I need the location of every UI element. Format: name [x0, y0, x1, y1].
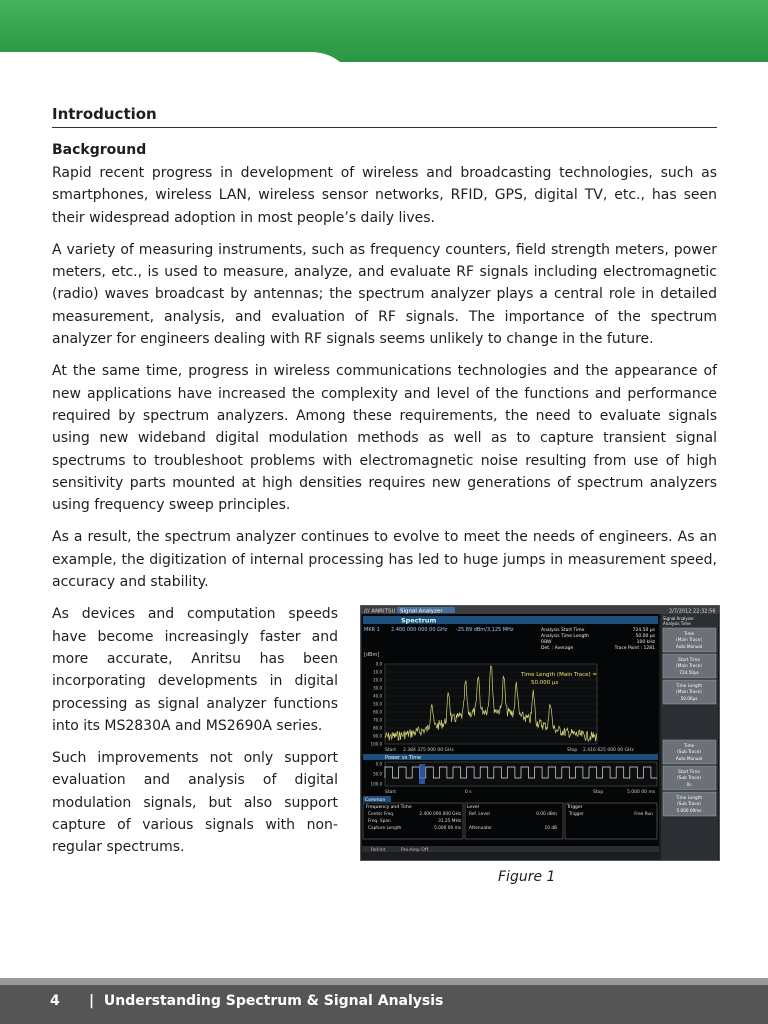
softkey-sublabel: (Main Trace) [676, 663, 702, 669]
info-value: 724.50 µs [632, 628, 655, 634]
y-tick-label: 100.0 [370, 741, 382, 747]
footer-title: Understanding Spectrum & Signal Analysis [103, 993, 444, 1009]
marker-level: -25.89 dBm/3.125 MHz [456, 627, 514, 634]
paragraph: Such improvements not only support evaluation and analysis of digital modulation signals, but also support capture of various signals with non-regular spectrums. [52, 750, 338, 856]
page-number: 4 [50, 993, 60, 1009]
y-tick-label: 30.0 [373, 685, 382, 691]
softkey-label: Time Length [675, 795, 703, 801]
overlay-value: 50.000 µs [531, 680, 559, 687]
softkey-value: 724.50µs [679, 670, 699, 676]
softkey-sublabel: (Main Trace) [676, 637, 702, 643]
softkey-header-sub: Analysis Time [663, 621, 691, 627]
softkey-value: 50.00µs [680, 696, 698, 702]
info-value: Trace Point : 1281 [614, 646, 655, 652]
subsection-heading: Background [52, 142, 147, 158]
common-tab: Common [365, 798, 386, 804]
marker-frequency: 2.400 000 000 00 GHz [391, 627, 448, 634]
ref-status: Ref.Int [371, 848, 386, 854]
paragraph: A variety of measuring instruments, such as frequency counters, field strength meters, power meters, etc., is used to measure, analyze, and evaluate RF signals including electromagnetic (radio) waves broadcast by antennas; the spectrum analyzer plays a central role in detailed measurement, analysis, and evaluation of RF signals. The importance of the spectrum analyzer for engineers dealing with RF signals seems unlikely to change in the future. [52, 241, 717, 348]
freq-row-label: Center Freq. [368, 812, 395, 818]
freq-row-value: 31.25 MHz [438, 819, 461, 825]
figure-caption: Figure 1 [498, 869, 556, 886]
level-row-value: 10 dB [544, 826, 557, 832]
side-text [52, 603, 338, 868]
pvt-trace [385, 767, 657, 778]
info-value: 100 kHz [636, 640, 655, 646]
app-tab: Signal Analyzer [400, 608, 443, 615]
y-axis-ticks [371, 662, 383, 747]
stop-value: 2.416 625 000 00 GHz [583, 748, 634, 754]
article-body [52, 100, 717, 903]
level-row-label: Ref. Level [469, 812, 490, 818]
level-row-label: Attenuator [469, 826, 493, 832]
paragraph: Rapid recent progress in development of wireless and broadcasting technologies, such as smartphones, wireless LAN, wireless sensor networks, RFID, GPS, digital TV, etc., has seen their widespread adoption in most people’s daily lives. [52, 165, 717, 226]
figure-section [52, 603, 717, 903]
section-heading: Introduction [52, 100, 717, 128]
info-label: Det. : Average [541, 646, 574, 652]
trigger-row-value: Free Run [634, 812, 653, 818]
pvt-stop-value: 5.000 00 ms [627, 790, 656, 796]
paragraph: As devices and computation speeds have become increasingly faster and more accurate, Anritsu has been incorporating developments in digital processing as signal analyzer functions into its MS2830A and MS2690A series. [52, 606, 338, 734]
softkey-sublabel: (Main Trace) [676, 689, 702, 695]
datetime: 2/7/2012 22:32:56 [669, 608, 716, 615]
pvt-start-value: 0 s [465, 790, 472, 796]
paragraph: At the same time, progress in wireless communications technologies and the appearance of new applications have increased the complexity and level of the functions and performance required by spectrum analyzers. Among these requirements, the need to evaluate signals using new wideband digital modulation methods as well as to capture transient signal spectrums to troubleshoot problems with electromagnetic noise resulting from use of high sensitivity parts mounted at high densities requires new generations of spectrum analyzers using frequency sweep principles. [52, 363, 717, 514]
softkey-label: Time [683, 631, 695, 637]
softkey-sublabel: (Sub Trace) [677, 749, 701, 755]
softkey-value: Auto Manual [675, 756, 703, 762]
softkey-sublabel: (Sub Trace) [677, 775, 701, 781]
analyzer-screen [361, 606, 719, 860]
y-tick-label: 20.0 [373, 677, 382, 683]
softkey-label: Start Time [678, 769, 700, 775]
pvt-tick-label: 0.0 [375, 761, 382, 767]
marker-label: MKR 1 [364, 627, 380, 634]
level-row-value: 0.00 dBm [536, 812, 557, 818]
preamp-status: Pre-Amp Off [401, 848, 429, 854]
spectrum-title: Spectrum [401, 616, 437, 625]
info-label: Analysis Time Length [541, 634, 589, 640]
pvt-stop-label: Stop [593, 790, 604, 796]
info-label: Analysis Start Time [541, 628, 585, 634]
y-tick-label: 80.0 [373, 725, 382, 731]
freq-row-label: Freq. Span [368, 819, 391, 825]
freq-row-value: 2.400 000 000 GHz [419, 812, 461, 818]
trigger-row-label: Trigger [569, 812, 584, 818]
softkey-label: Start Time [678, 657, 700, 663]
paragraph: As a result, the spectrum analyzer continues to evolve to meet the needs of engineers. As an example, the digitization of internal processing has led to huge jumps in measurement speed, accuracy and stability. [52, 529, 717, 591]
softkey-header: Signal Analyzer [663, 616, 694, 622]
freq-row-label: Capture Length [368, 826, 402, 832]
header-band [0, 0, 768, 64]
y-tick-label: 10.0 [373, 669, 382, 675]
trigger-group: Trigger [567, 805, 583, 811]
info-value: 50.00 µs [635, 634, 655, 640]
softkey-value: 5.000 00ms [676, 808, 702, 814]
y-tick-label: 50.0 [373, 701, 382, 707]
footer-strip [0, 978, 768, 985]
y-tick-label: 60.0 [373, 709, 382, 715]
y-tick-label: 70.0 [373, 717, 382, 723]
softkey-value: Auto Manual [675, 644, 703, 650]
softkey-label: Time Length [675, 683, 703, 689]
pvt-start-label: Start [385, 790, 396, 796]
info-label: RBW [541, 640, 552, 646]
freq-group: Frequency and Time [366, 805, 412, 811]
analyzer-screenshot [360, 605, 720, 861]
pvt-tick-label: 50.0 [373, 771, 382, 777]
overlay-label: Time Length (Main Trace) = [521, 672, 598, 679]
y-tick-label: 0.0 [375, 661, 382, 667]
softkey-value: 0s [686, 782, 692, 788]
pvt-tick-label: 100.0 [370, 781, 382, 787]
stop-label: Stop [567, 748, 578, 754]
y-tick-label: 40.0 [373, 693, 382, 699]
brand-label: /// ANRITSU [364, 608, 396, 615]
softkey-sublabel: (Sub Trace) [677, 801, 701, 807]
y-unit: [dBm] [364, 652, 380, 659]
level-group: Level [467, 805, 479, 811]
start-label: Start [385, 748, 396, 754]
freq-row-value: 5.000 00 ms [434, 826, 461, 832]
page-footer: 4 | Understanding Spectrum & Signal Analysis [0, 978, 768, 1024]
softkey-label: Time [683, 743, 695, 749]
y-tick-label: 90.0 [373, 733, 382, 739]
pvt-title: Power vs Time [385, 755, 422, 762]
start-value: 2.384 375 000 00 GHz [403, 748, 454, 754]
